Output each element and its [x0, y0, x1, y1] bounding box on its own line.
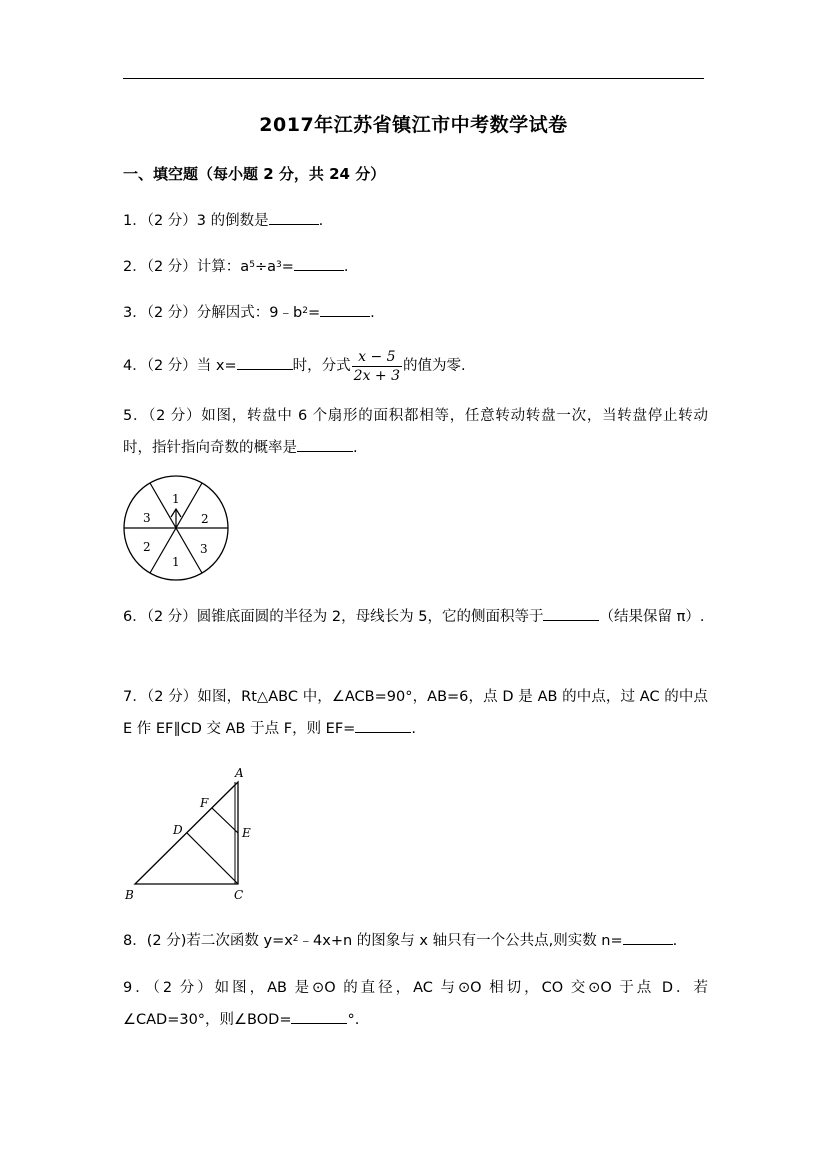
sector-label: 3 [143, 511, 151, 525]
question-5: 5．（2 分）如图，转盘中 6 个扇形的面积都相等，任意转动转盘一次，当转盘停止转动时，指针指向奇数的概率是 . [123, 408, 708, 456]
sector-label: 3 [200, 542, 208, 556]
point-label-c: C [234, 888, 244, 902]
sector-label: 1 [172, 492, 180, 506]
question-6-text: 6．（2 分）圆锥底面圆的半径为 2，母线长为 5，它的侧面积等于 [123, 609, 544, 625]
question-1-text: 1．（2 分）3 的倒数是 [123, 213, 269, 229]
question-9: 9．（2 分）如图，AB 是⊙O 的直径，AC 与⊙O 相切，CO 交⊙O 于点 D．若∠CAD=30°，则∠BOD= °. [123, 980, 708, 1028]
answer-blank[interactable] [623, 930, 673, 945]
section-heading: 一、填空题（每小题 2 分，共 24 分） [123, 165, 386, 183]
question-3: 3．（2 分）分解因式：$9﹣b^2=$ . [123, 297, 708, 329]
answer-blank[interactable] [269, 210, 319, 225]
answer-blank[interactable] [291, 1009, 347, 1024]
spinner-figure [118, 473, 238, 585]
question-4: 4．（2 分）当 x= 时，分式 $\frac{x - 5}{2x + 3}$ 的值为零. [123, 348, 466, 384]
question-8: 8．(2 分)若二次函数 $y=x^2﹣4x+n$ 的图象与 x 轴只有一个公共点,则实数 n= . [123, 925, 708, 957]
answer-blank[interactable] [297, 437, 353, 452]
point-label-a: A [235, 766, 244, 780]
page-title: 2017年江苏省镇江市中考数学试卷 [259, 114, 568, 136]
question-9-text: 9．（2 分）如图，AB 是⊙O 的直径，AC 与⊙O 相切，CO 交⊙O 于点 D．若∠CAD=30°，则∠BOD= [123, 980, 708, 1028]
question-8-text: 8．(2 分)若二次函数 y=x [123, 933, 293, 949]
fraction: $\frac{x - 5}{2x + 3}$ [353, 348, 400, 384]
answer-blank[interactable] [294, 256, 344, 271]
answer-blank[interactable] [237, 355, 293, 370]
question-6: 6．（2 分）圆锥底面圆的半径为 2，母线长为 5，它的侧面积等于 （结果保留 π）. [123, 601, 708, 633]
sector-label: 2 [143, 540, 151, 554]
answer-blank[interactable] [543, 606, 599, 621]
triangle-figure [118, 762, 268, 907]
point-label-b: B [125, 888, 134, 902]
question-4-text: 4．（2 分）当 x= [123, 358, 237, 374]
question-3-text: 3．（2 分）分解因式：9 [123, 305, 279, 321]
header-rule [123, 78, 704, 79]
point-label-e: E [242, 826, 251, 840]
question-5-text: 5．（2 分）如图，转盘中 6 个扇形的面积都相等，任意转动转盘一次，当转盘停止转动时，指针指向奇数的概率是 [123, 408, 708, 456]
question-7-text: 7．（2 分）如图，Rt△ABC 中，∠ACB=90°，AB=6，点 D 是 AB 的中点，过 AC 的中点 E 作 EF∥CD 交 AB 于点 F，则 EF= [123, 689, 708, 737]
sector-label: 2 [201, 512, 209, 526]
sector-label: 1 [172, 555, 180, 569]
point-label-d: D [173, 823, 183, 837]
question-2-text: 2．（2 分）计算：a [123, 259, 250, 275]
question-1: 1．（2 分）3 的倒数是 . [123, 205, 708, 237]
question-2: 2．（2 分）计算：$a^5\div a^3=$ . [123, 251, 708, 283]
point-label-f: F [200, 796, 209, 810]
question-7: 7．（2 分）如图，Rt△ABC 中，∠ACB=90°，AB=6，点 D 是 AB 的中点，过 AC 的中点 E 作 EF∥CD 交 AB 于点 F，则 EF= . [123, 689, 708, 737]
answer-blank[interactable] [320, 302, 370, 317]
answer-blank[interactable] [355, 718, 411, 733]
